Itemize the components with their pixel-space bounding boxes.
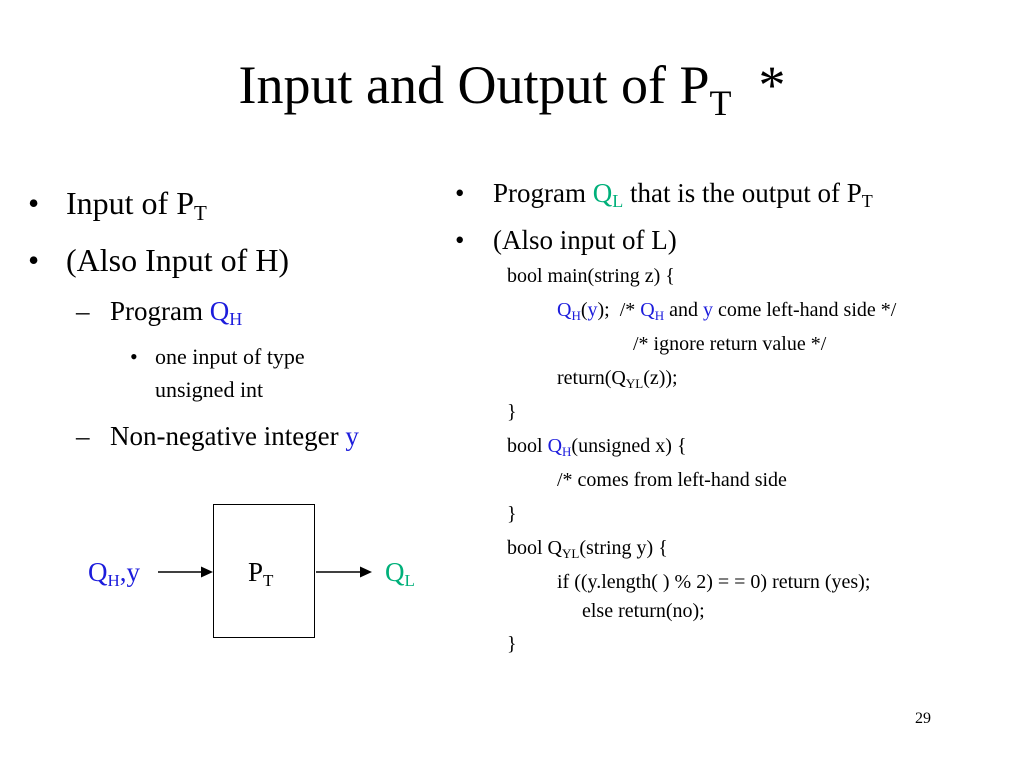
box-p-sub: T — [263, 571, 274, 590]
and-text: and — [664, 299, 704, 321]
right-bullet-1-text — [493, 178, 873, 211]
y-symbol: y — [587, 299, 598, 321]
left-dash-2-marker: – — [76, 421, 90, 451]
q-subscript: H — [571, 308, 581, 323]
output-q: Q — [385, 557, 405, 587]
yl-subscript: YL — [562, 546, 580, 561]
box-p: P — [248, 557, 264, 587]
small-bullet-marker: • — [130, 344, 138, 369]
title-text: Input and Output of P — [238, 55, 710, 115]
small-bullet-line-1: one input of type — [155, 344, 305, 369]
q-symbol: Q — [557, 299, 572, 321]
input-q: Q — [88, 557, 108, 587]
input-rest: ,y — [119, 557, 141, 587]
bullet-subscript: T — [194, 201, 207, 225]
signature-rest: (string y) { — [579, 537, 668, 559]
title-star: * — [758, 55, 786, 115]
y2-symbol: y — [703, 299, 714, 321]
p-subscript: T — [861, 191, 873, 211]
q-symbol: Q — [547, 435, 563, 457]
bullet-marker: • — [28, 185, 40, 221]
y-symbol: y — [345, 421, 359, 451]
comment-tail: come left-hand side */ — [713, 299, 897, 321]
input-arrow-head — [201, 567, 213, 578]
output-arrow-head — [360, 567, 372, 578]
diagram-output-label — [385, 557, 415, 590]
bullet-text: Input of P — [66, 185, 194, 221]
bool-text: bool — [507, 435, 548, 457]
paren-open: ( — [580, 299, 588, 321]
q2-symbol: Q — [640, 299, 655, 321]
q-subscript: H — [562, 444, 572, 459]
title-subscript: T — [709, 83, 732, 123]
code-line-9 — [507, 537, 668, 561]
return-b: (z)); — [643, 367, 678, 389]
code-line-1: bool main(string z) { — [507, 265, 675, 287]
output-q-sub: L — [404, 571, 415, 590]
return-a: return(Q — [557, 367, 626, 389]
code-line-4 — [557, 367, 678, 391]
page-number: 29 — [915, 710, 931, 727]
q2-subscript: H — [654, 308, 665, 323]
input-q-sub: H — [107, 571, 120, 590]
code-line-11: else return(no); — [582, 600, 705, 622]
bool-q-text: bool Q — [507, 537, 562, 559]
text-a: Program — [493, 178, 593, 208]
code-line-12: } — [507, 633, 517, 655]
code-line-3: /* ignore return value */ — [633, 333, 827, 355]
text-b: that is the output of P — [623, 178, 862, 208]
bullet-marker: • — [28, 242, 40, 278]
q-subscript: H — [229, 309, 243, 329]
small-bullet-line-2: unsigned int — [155, 377, 264, 402]
left-dash-1-marker: – — [76, 296, 90, 326]
code-line-5: } — [507, 401, 517, 423]
signature-rest: (unsigned x) { — [571, 435, 687, 457]
comment-open: ); /* — [597, 299, 641, 321]
dash-text: Program — [110, 296, 210, 326]
left-bullet-2-text: (Also Input of H) — [66, 242, 290, 278]
q-subscript: L — [612, 191, 624, 211]
right-bullet-2-text: (Also input of L) — [493, 225, 677, 255]
diagram-input-label — [88, 557, 141, 590]
q-symbol: Q — [209, 296, 230, 326]
code-line-10: if ((y.length( ) % 2) = = 0) return (yes); — [557, 571, 871, 593]
return-sub: YL — [625, 376, 644, 391]
dash-text: Non-negative integer — [110, 421, 346, 451]
right-bullet-2-marker: • — [455, 225, 465, 255]
code-line-6 — [507, 435, 687, 459]
right-bullet-1-marker: • — [455, 178, 465, 208]
q-symbol: Q — [592, 178, 613, 208]
code-line-7: /* comes from left-hand side — [557, 469, 787, 491]
code-line-8: } — [507, 503, 517, 525]
diagram-box-label — [248, 557, 274, 590]
code-line-2 — [557, 299, 897, 323]
